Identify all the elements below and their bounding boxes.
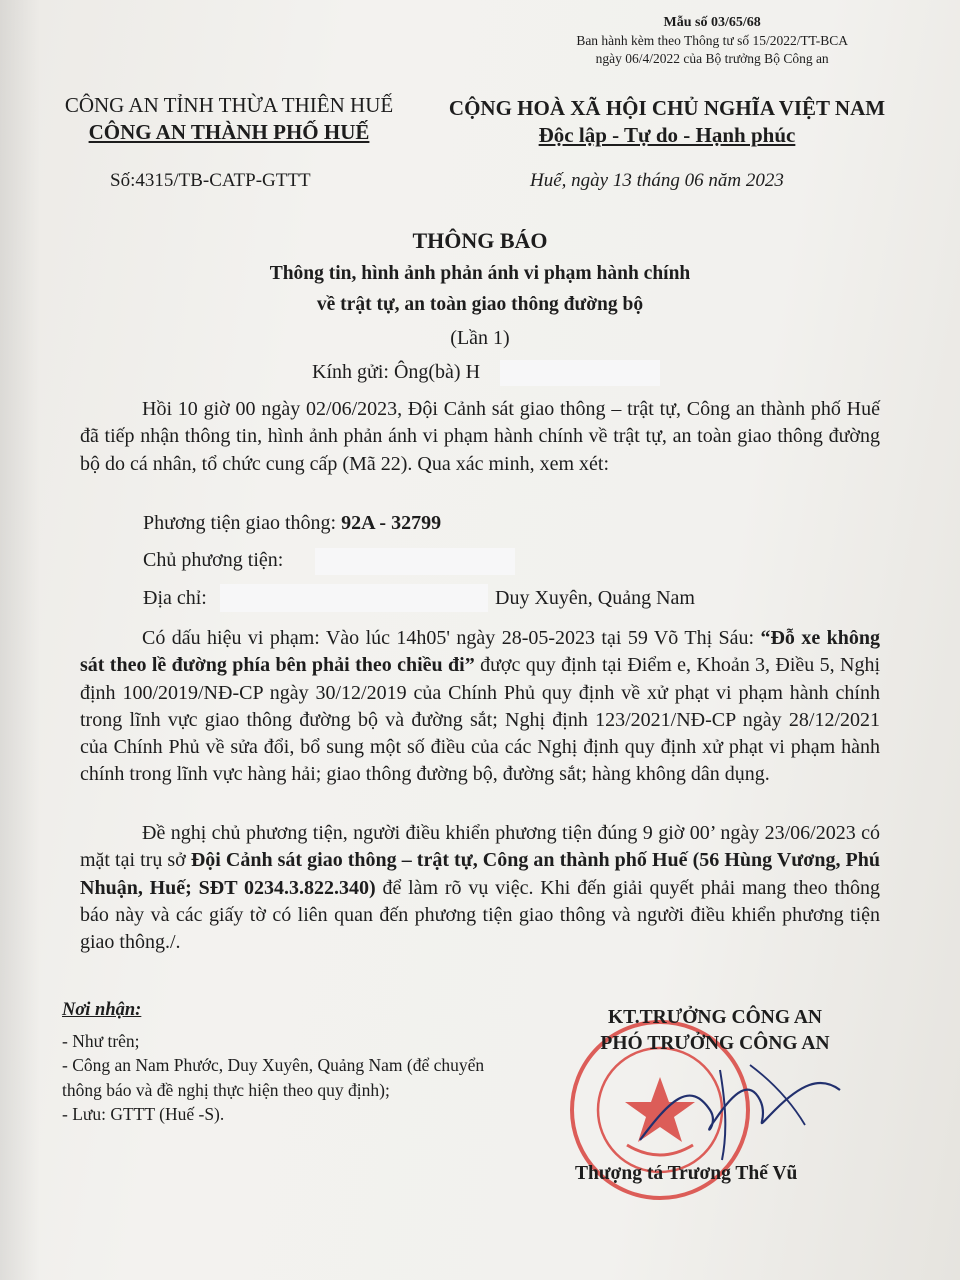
vehicle-field — [143, 512, 441, 535]
receiver-item: - Công an Nam Phước, Duy Xuyên, Quảng Nam (để chuyển thông báo và đề nghị thực hiện theo quy định); — [62, 1055, 485, 1100]
signer-name: Thượng tá Trương Thế Vũ — [575, 1163, 798, 1184]
subtitle-line-2: về trật tự, an toàn giao thông đường bộ — [316, 294, 644, 315]
subtitle-line-1: Thông tin, hình ảnh phản ánh vi phạm hành chính — [269, 263, 691, 284]
paragraph-violation — [80, 625, 880, 789]
redaction-box — [220, 584, 488, 612]
receivers-block — [62, 998, 512, 1127]
recipient-line: Kính gửi: Ông(bà) H — [312, 361, 481, 383]
nation-motto: Độc lập - Tự do - Hạnh phúc — [538, 123, 796, 147]
parent-agency: CÔNG AN TỈNH THỪA THIÊN HUẾ — [64, 93, 394, 117]
place-date: Huế, ngày 13 tháng 06 năm 2023 — [530, 170, 784, 191]
violation-legal-basis: được quy định tại Điểm e, Khoản 3, Điều 5, Nghị định 100/2019/NĐ-CP ngày 30/12/2019 của Chính Phủ quy định về xử phạt vi phạm hành chính trong lĩnh vực giao thông đường bộ và đường sắt; Nghị định 123/2021/NĐ-CP ngày 28/12/2021 của Chính Phủ về sửa đổi, bổ sung một số điều của các Nghị định quy định xử phạt vi phạm hành chính trong lĩnh vực hàng hải; giao thông đường bộ, đường sắt; hàng không dân dụng. — [80, 654, 881, 786]
receiver-item: - Như trên; — [62, 1030, 140, 1051]
form-code: Mẫu số 03/65/68 — [663, 15, 761, 30]
national-header — [432, 95, 902, 149]
issuing-unit — [48, 119, 410, 146]
violation-intro: Có dấu hiệu vi phạm: Vào lúc 14h05' ngày 28-05-2023 tại 59 Võ Thị Sáu: — [142, 627, 761, 649]
document-title: THÔNG BÁO — [412, 228, 548, 253]
redaction-box — [315, 548, 515, 575]
owner-field — [143, 549, 283, 572]
address-field — [143, 587, 207, 610]
form-reference — [576, 14, 848, 68]
address-label: Địa chỉ: — [143, 587, 207, 609]
form-line-2: ngày 06/4/2022 của Bộ trưởng Bộ Công an — [595, 51, 829, 66]
violation-description: “Đỗ xe không sát theo lề đường phía bên phải theo chiều đi” — [80, 627, 880, 677]
office-address: Đội Cảnh sát giao thông – trật tự, Công an thành phố Huế (56 Hùng Vương, Phú Nhuận, Huế; SĐT 0234.3.822.340) — [80, 849, 880, 899]
notice-count: (Lần 1) — [450, 327, 510, 349]
redaction-box — [500, 360, 660, 386]
form-line-1: Ban hành kèm theo Thông tư số 15/2022/TT-BCA — [576, 33, 848, 48]
nation-name: CỘNG HOÀ XÃ HỘI CHỦ NGHĨA VIỆT NAM — [448, 96, 886, 120]
request-intro: Đề nghị chủ phương tiện, người điều khiển phương tiện đúng 9 giờ 00’ ngày 23/06/2023 có mặt tại trụ sở — [80, 822, 880, 872]
paragraph-request — [80, 820, 880, 956]
owner-label: Chủ phương tiện: — [143, 549, 284, 571]
issuing-unit-name: CÔNG AN THÀNH PHỐ HUẾ — [88, 120, 370, 144]
document-subtitle — [0, 258, 960, 320]
license-plate: 92A - 32799 — [341, 512, 442, 534]
paper-shadow — [0, 0, 40, 1280]
signature-title-1: KT.TRƯỞNG CÔNG AN — [608, 1007, 822, 1028]
receiver-item: - Lưu: GTTT (Huế -S). — [62, 1104, 225, 1124]
signature-title-2: PHÓ TRƯỞNG CÔNG AN — [600, 1033, 830, 1054]
issuing-agency — [48, 92, 410, 146]
receivers-heading: Nơi nhận: — [62, 1000, 142, 1020]
vehicle-label: Phương tiện giao thông: — [143, 512, 342, 534]
paragraph-receipt: Hồi 10 giờ 00 ngày 02/06/2023, Đội Cảnh sát giao thông – trật tự, Công an thành phố Huế đã tiếp nhận thông tin, hình ảnh phản ánh vi phạm hành chính về trật tự, an toàn giao thông đường bộ do cá nhân, tổ chức cung cấp (Mã 22). Qua xác minh, xem xét: — [80, 398, 880, 475]
address-tail: Duy Xuyên, Quảng Nam — [495, 587, 695, 609]
request-rest: để làm rõ vụ việc. Khi đến giải quyết phải mang theo thông báo này và các giấy tờ có liên quan đến phương tiện giao thông và người điều khiển phương tiện giao thông./. — [80, 876, 881, 954]
document-number: Số:4315/TB-CATP-GTTT — [110, 170, 311, 191]
